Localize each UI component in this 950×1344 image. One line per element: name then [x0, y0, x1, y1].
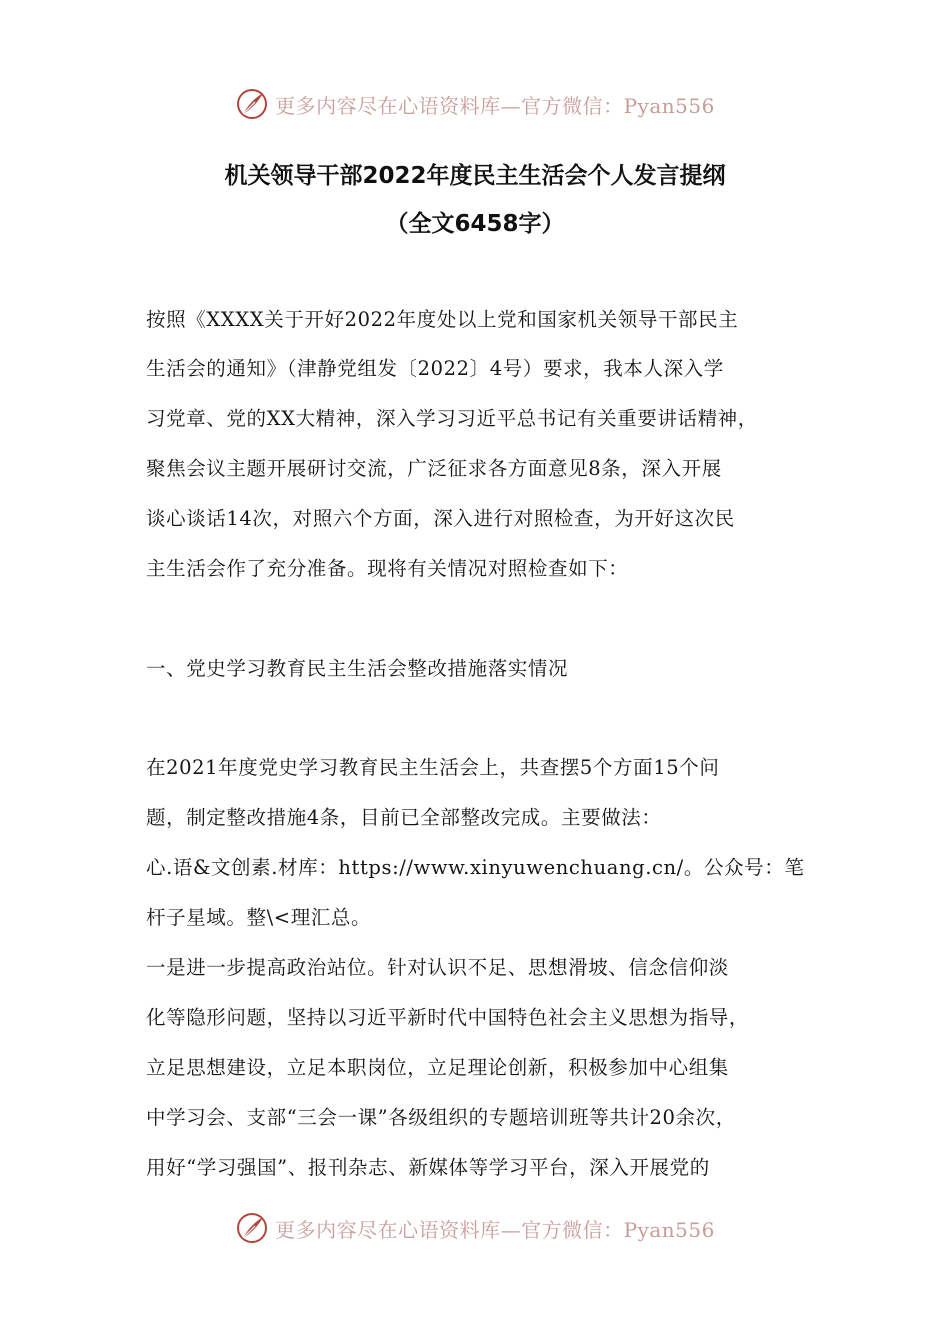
- paragraph-line: 谈心谈话14次，对照六个方面，深入进行对照检查，为开好这次民: [146, 507, 735, 530]
- paragraph-line: 用好“学习强国”、报刊杂志、新媒体等学习平台，深入开展党的: [146, 1156, 710, 1179]
- document-subtitle: （全文6458字）: [385, 211, 565, 237]
- paragraph-line: 题，制定整改措施4条，目前已全部整改完成。主要做法：: [146, 806, 662, 829]
- paragraph-line: 中学习会、支部“三会一课”各级组织的专题培训班等共计20余次，: [146, 1106, 736, 1129]
- feather-pen-icon: [235, 87, 269, 121]
- watermark-text: 更多内容尽在心语资料库—官方微信：Pyan556: [275, 1217, 715, 1242]
- paragraph-line: 生活会的通知》（津静党组发〔2022〕4号）要求，我本人深入学: [146, 357, 724, 380]
- paragraph-line: 心.语&文创素.材库：https://www.xinyuwenchuang.cn/。公众号：笔: [146, 856, 805, 879]
- paragraph-line: 按照《XXXX关于开好2022年度处以上党和国家机关领导干部民主: [146, 308, 739, 331]
- paragraph-line: 杆子星域。整\<理汇总。: [146, 906, 372, 929]
- paragraph-line: 一是进一步提高政治站位。针对认识不足、思想滑坡、信念信仰淡: [146, 956, 729, 979]
- watermark-text: 更多内容尽在心语资料库—官方微信：Pyan556: [275, 93, 715, 118]
- paragraph-line: 主生活会作了充分准备。现将有关情况对照检查如下：: [146, 557, 629, 580]
- paragraph-line: 立足思想建设，立足本职岗位，立足理论创新，积极参加中心组集: [146, 1056, 729, 1079]
- feather-pen-icon: [235, 1211, 269, 1245]
- paragraph-line: 化等隐形问题，坚持以习近平新时代中国特色社会主义思想为指导，: [146, 1006, 750, 1029]
- paragraph-line: 聚焦会议主题开展研讨交流，广泛征求各方面意见8条，深入开展: [146, 457, 722, 480]
- watermark-banner-top: [0, 82, 950, 126]
- paragraph-line: 在2021年度党史学习教育民主生活会上，共查摆5个方面15个问: [146, 756, 720, 779]
- watermark-banner-bottom: [0, 1206, 950, 1250]
- section-heading: 一、党史学习教育民主生活会整改措施落实情况: [146, 657, 569, 680]
- paragraph-line: 习党章、党的XX大精神，深入学习习近平总书记有关重要讲话精神，: [146, 407, 758, 430]
- document-title: 机关领导干部2022年度民主生活会个人发言提纲: [224, 163, 726, 189]
